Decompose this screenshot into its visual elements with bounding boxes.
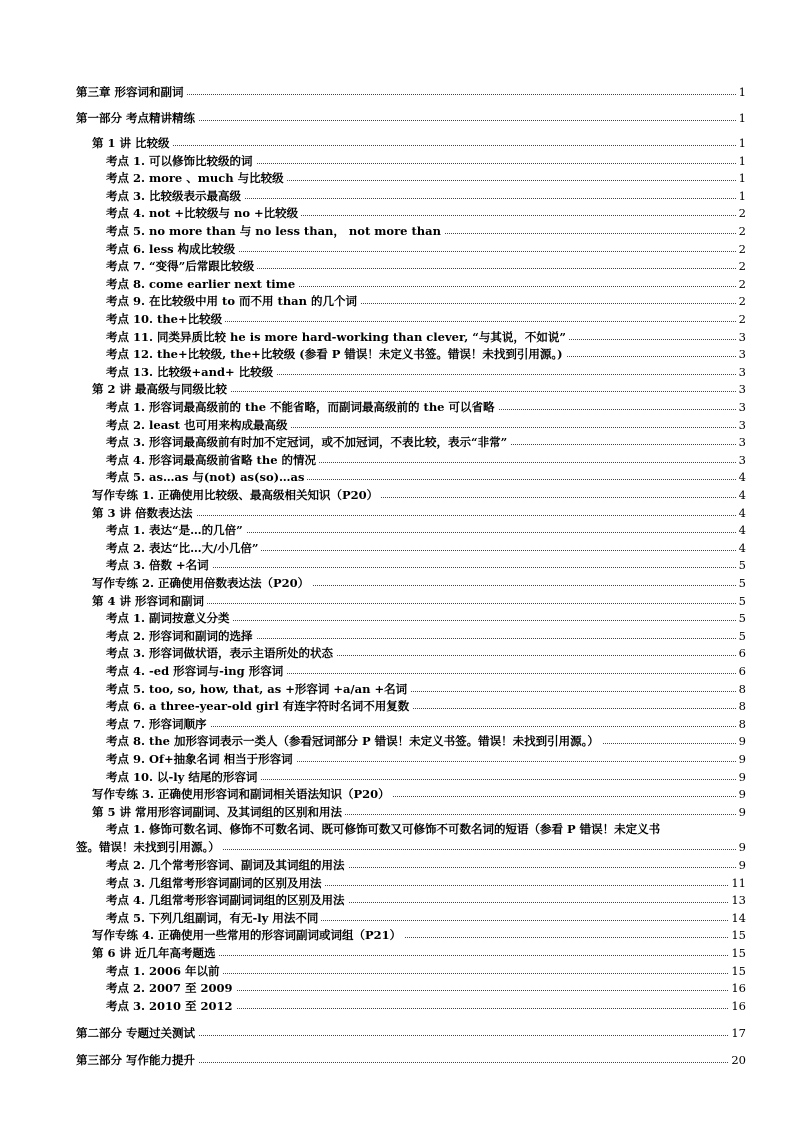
toc-entry-page: 3 <box>736 346 746 363</box>
toc-entry-page: 3 <box>736 452 746 469</box>
toc-entry-page: 2 <box>736 241 746 258</box>
toc-entry[interactable] <box>0 998 794 1015</box>
toc-entry-page: 1 <box>736 170 746 187</box>
toc-entry-label: 考点 8. come earlier next time <box>106 276 298 293</box>
toc-entry-page: 9 <box>736 804 746 821</box>
toc-entry-page: 4 <box>736 469 746 486</box>
toc-entry[interactable] <box>0 522 794 539</box>
toc-entry-page: 2 <box>736 293 746 310</box>
toc-entry[interactable] <box>0 505 794 522</box>
toc-entry-label: 考点 10. 以-ly 结尾的形容词 <box>106 769 260 786</box>
toc-entry-label: 考点 6. less 构成比较级 <box>106 241 238 258</box>
toc-entry-page: 15 <box>728 945 746 962</box>
toc-entry-label: 考点 11. 同类异质比较 he is more hard-working than clever, “与其说，不如说” <box>106 329 569 346</box>
toc-entry[interactable] <box>0 593 794 610</box>
toc-entry[interactable] <box>0 452 794 469</box>
toc-entry-label: 第 3 讲 倍数表达法 <box>92 505 196 522</box>
toc-entry[interactable] <box>0 84 794 101</box>
toc-entry-page: 2 <box>736 205 746 222</box>
toc-entry-page: 11 <box>728 875 746 892</box>
toc-entry[interactable] <box>0 540 794 557</box>
toc-entry-label: 考点 4. -ed 形容词与-ing 形容词 <box>106 663 286 680</box>
toc-entry[interactable] <box>0 469 794 486</box>
toc-entry-label: 考点 9. Of+抽象名词 相当于形容词 <box>106 751 296 768</box>
toc-entry-label: 考点 4. 几组常考形容词副词词组的区别及用法 <box>106 892 348 909</box>
toc-entry-label: 考点 5. 下列几组副词，有无-ly 用法不同 <box>106 910 321 927</box>
toc-entry-page: 9 <box>736 839 746 856</box>
toc-entry-label: 考点 1. 形容词最高级前的 the 不能省略，而副词最高级前的 the 可以省略 <box>106 399 498 416</box>
toc-entry-page: 20 <box>728 1052 746 1069</box>
toc-entry-page: 9 <box>736 733 746 750</box>
toc-entry-page: 15 <box>728 927 746 944</box>
toc-entry[interactable] <box>0 346 794 363</box>
toc-entry-label: 考点 6. a three-year-old girl 有连字符时名词不用复数 <box>106 698 412 715</box>
toc-entry-page: 17 <box>728 1025 746 1042</box>
toc-entry[interactable] <box>0 821 794 838</box>
toc-entry-label: 签。错误！未找到引用源。） <box>76 839 223 856</box>
toc-entry[interactable] <box>0 170 794 187</box>
toc-entry[interactable] <box>0 434 794 451</box>
toc-entry[interactable] <box>0 276 794 293</box>
toc-entry-label: 第 5 讲 常用形容词副词、及其词组的区别和用法 <box>92 804 345 821</box>
toc-entry[interactable] <box>0 645 794 662</box>
toc-entry-page: 3 <box>736 329 746 346</box>
toc-entry-page: 3 <box>736 364 746 381</box>
toc-entry-label: 考点 10. the+比较级 <box>106 311 225 328</box>
toc-entry[interactable] <box>0 311 794 328</box>
toc-entry-page: 4 <box>736 522 746 539</box>
toc-entry-label: 第三章 形容词和副词 <box>76 84 187 101</box>
toc-entry[interactable] <box>0 399 794 416</box>
toc-entry[interactable] <box>0 681 794 698</box>
toc-entry-page: 9 <box>736 786 746 803</box>
toc-entry-page: 5 <box>736 610 746 627</box>
toc-entry-page: 5 <box>736 593 746 610</box>
toc-entry-page: 3 <box>736 381 746 398</box>
toc-entry-label: 第 1 讲 比较级 <box>92 135 173 152</box>
toc-entry[interactable] <box>0 733 794 750</box>
toc-entry-page: 3 <box>736 434 746 451</box>
toc-entry[interactable] <box>0 381 794 398</box>
toc-entry-page: 4 <box>736 505 746 522</box>
leader-dots <box>92 145 736 146</box>
toc-entry[interactable] <box>0 223 794 240</box>
toc-entry[interactable] <box>0 875 794 892</box>
toc-entry-label: 考点 8. the 加形容词表示一类人（参看冠词部分 P 错误！未定义书签。错误！未找到引用源。） <box>106 733 602 750</box>
toc-entry-label: 考点 5. as…as 与(not) as(so)…as <box>106 469 307 486</box>
toc-entry-page: 13 <box>728 892 746 909</box>
toc-entry[interactable] <box>0 910 794 927</box>
toc-entry[interactable] <box>0 751 794 768</box>
toc-entry[interactable] <box>0 258 794 275</box>
toc-entry-label: 考点 1. 2006 年以前 <box>106 963 223 980</box>
toc-entry[interactable] <box>0 963 794 980</box>
toc-entry[interactable] <box>0 716 794 733</box>
toc-entry-page: 8 <box>736 698 746 715</box>
toc-entry[interactable] <box>0 927 794 944</box>
toc-entry[interactable] <box>0 293 794 310</box>
toc-entry[interactable] <box>0 786 794 803</box>
toc-entry-page: 4 <box>736 487 746 504</box>
toc-entry-label: 考点 3. 2010 至 2012 <box>106 998 236 1015</box>
toc-entry-label: 考点 3. 形容词最高级前有时加不定冠词，或不加冠词，不表比较，表示“非常” <box>106 434 510 451</box>
toc-entry-label: 考点 2. 2007 至 2009 <box>106 980 236 997</box>
toc-entry-page: 3 <box>736 399 746 416</box>
toc-entry-page: 1 <box>736 84 746 101</box>
toc-entry-label: 考点 4. 形容词最高级前省略 the 的情况 <box>106 452 319 469</box>
toc-entry-label: 考点 13. 比较级+and+ 比较级 <box>106 364 276 381</box>
toc-entry[interactable] <box>0 769 794 786</box>
toc-entry-label: 第 6 讲 近几年高考题选 <box>92 945 219 962</box>
toc-entry-page: 15 <box>728 963 746 980</box>
toc-entry[interactable] <box>0 575 794 592</box>
toc-entry[interactable] <box>0 188 794 205</box>
toc-entry-page: 1 <box>736 153 746 170</box>
toc-entry-page: 6 <box>736 663 746 680</box>
toc-entry[interactable] <box>0 1025 794 1042</box>
toc-entry-page: 9 <box>736 751 746 768</box>
toc-entry[interactable] <box>0 628 794 645</box>
toc-entry-label: 第二部分 专题过关测试 <box>76 1025 198 1042</box>
toc-entry[interactable] <box>0 857 794 874</box>
toc-entry-label: 考点 2. more 、much 与比较级 <box>106 170 287 187</box>
toc-entry[interactable] <box>0 487 794 504</box>
toc-entry-label: 考点 1. 表达“是…的几倍” <box>106 522 246 539</box>
toc-entry-page: 3 <box>736 417 746 434</box>
toc-entry[interactable] <box>0 804 794 821</box>
toc-entry[interactable] <box>0 205 794 222</box>
toc-entry-label: 考点 2. 表达“比…大/小几倍” <box>106 540 261 557</box>
toc-entry-page: 4 <box>736 540 746 557</box>
toc-entry[interactable] <box>0 945 794 962</box>
toc-entry[interactable] <box>0 839 794 857</box>
toc-entry-page: 1 <box>736 110 746 127</box>
toc-entry[interactable] <box>0 663 794 680</box>
toc-entry-label: 写作专练 4. 正确使用一些常用的形容词副词或词组（P21） <box>92 927 404 944</box>
toc-entry-label: 考点 2. 几个常考形容词、副词及其词组的用法 <box>106 857 348 874</box>
toc-entry-label: 考点 3. 倍数 +名词 <box>106 557 212 574</box>
toc-entry-label: 考点 5. no more than 与 no less than， not more than <box>106 223 444 240</box>
toc-entry[interactable] <box>0 892 794 909</box>
toc-entry-label: 考点 4. not +比较级与 no +比较级 <box>106 205 301 222</box>
toc-entry-label: 写作专练 1. 正确使用比较级、最高级相关知识（P20） <box>92 487 381 504</box>
toc-entry[interactable] <box>0 698 794 715</box>
toc-entry-page: 16 <box>728 998 746 1015</box>
toc-entry[interactable] <box>0 1052 794 1069</box>
toc-entry-label: 考点 12. the+比较级, the+比较级 (参看 P 错误！未定义书签。错误！未找到引用源。) <box>106 346 566 363</box>
toc-entry-label: 考点 9. 在比较级中用 to 而不用 than 的几个词 <box>106 293 360 310</box>
toc-entry-label: 考点 3. 几组常考形容词副词的区别及用法 <box>106 875 325 892</box>
toc-entry-label: 考点 1. 副词按意义分类 <box>106 610 233 627</box>
toc-entry[interactable] <box>0 135 794 152</box>
toc-entry-page: 2 <box>736 223 746 240</box>
toc-entry-page: 2 <box>736 258 746 275</box>
toc-entry[interactable] <box>0 329 794 346</box>
toc-entry-label: 第 4 讲 形容词和副词 <box>92 593 207 610</box>
toc-entry-label: 考点 2. 形容词和副词的选择 <box>106 628 256 645</box>
toc-entry-label: 写作专练 3. 正确使用形容词和副词相关语法知识（P20） <box>92 786 393 803</box>
toc-entry-label: 考点 7. 形容词顺序 <box>106 716 210 733</box>
toc-entry-page: 5 <box>736 628 746 645</box>
toc-entry-label: 考点 3. 形容词做状语，表示主语所处的状态 <box>106 645 336 662</box>
toc-entry-page: 6 <box>736 645 746 662</box>
toc-entry-label: 写作专练 2. 正确使用倍数表达法（P20） <box>92 575 312 592</box>
toc-entry-page: 9 <box>736 769 746 786</box>
toc-entry-label: 考点 5. too, so, how, that, as +形容词 +a/an +名词 <box>106 681 410 698</box>
toc-entry[interactable] <box>0 153 794 170</box>
toc-entry[interactable] <box>0 241 794 258</box>
toc-entry-label: 考点 1. 修饰可数名词、修饰不可数名词、既可修饰可数又可修饰不可数名词的短语（参看 P 错误！未定义书 <box>106 821 663 838</box>
toc-entry-page: 1 <box>736 135 746 152</box>
toc-entry-page: 8 <box>736 716 746 733</box>
toc-entry[interactable] <box>0 557 794 574</box>
toc-entry[interactable] <box>0 110 794 127</box>
toc-entry-label: 第三部分 写作能力提升 <box>76 1052 198 1069</box>
toc-entry-page: 2 <box>736 311 746 328</box>
toc-entry[interactable] <box>0 364 794 381</box>
toc-entry-page: 1 <box>736 188 746 205</box>
toc-entry-page: 9 <box>736 857 746 874</box>
toc-entry-page: 16 <box>728 980 746 997</box>
toc-entry-page: 5 <box>736 557 746 574</box>
toc-entry-page: 8 <box>736 681 746 698</box>
toc-entry-page: 14 <box>728 910 746 927</box>
toc-entry-page: 2 <box>736 276 746 293</box>
toc-entry[interactable] <box>0 980 794 997</box>
toc-entry-label: 考点 7. “变得”后常跟比较级 <box>106 258 257 275</box>
toc-entry[interactable] <box>0 610 794 627</box>
toc-entry-label: 第 2 讲 最高级与同级比较 <box>92 381 230 398</box>
toc-entry-label: 第一部分 考点精讲精练 <box>76 110 198 127</box>
toc-entry-label: 考点 1. 可以修饰比较级的词 <box>106 153 256 170</box>
toc-entry-page: 5 <box>736 575 746 592</box>
toc-entry-label: 考点 2. least 也可用来构成最高级 <box>106 417 290 434</box>
toc-entry[interactable] <box>0 417 794 434</box>
toc-entry-label: 考点 3. 比较级表示最高级 <box>106 188 244 205</box>
